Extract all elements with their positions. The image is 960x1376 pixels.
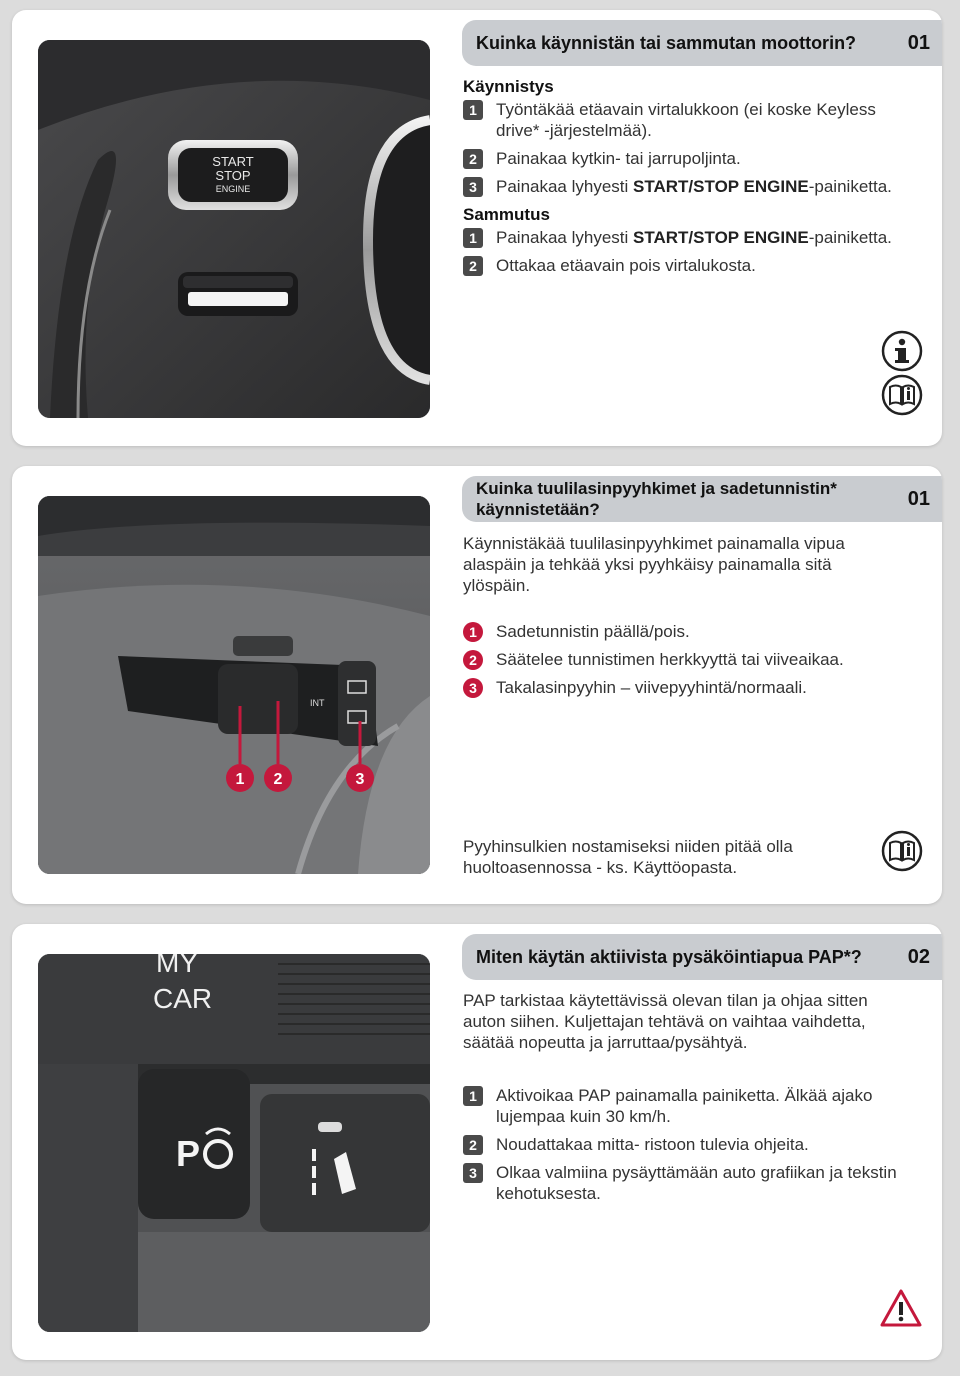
photo-start-stop-button (38, 40, 430, 418)
step-text: Aktivoikaa PAP painamalla painiketta. Älkää ajako lujempaa kuin 30 km/h. (496, 1086, 873, 1126)
intro-text: PAP tarkistaa käytettävissä olevan tilan ja ohjaa sitten auton siihen. Kuljettajan tehtävä on vaihtaa vaihdetta, säätää nopeutta ja jarruttaa/pysähtyä. (463, 991, 868, 1052)
step-item (463, 1134, 923, 1155)
step-badge: 1 (463, 228, 483, 248)
callout-number: 2 (273, 771, 283, 788)
step-badge: 2 (463, 256, 483, 276)
step-badge: 3 (463, 1163, 483, 1183)
section-content (463, 533, 923, 705)
step-text: Sadetunnistin päällä/pois. (496, 622, 690, 641)
section-header (462, 20, 942, 66)
manual-icon[interactable] (881, 830, 923, 877)
card-park-assist (12, 924, 942, 1360)
warning-icon[interactable] (879, 1288, 923, 1333)
intro-text: Käynnistäkää tuulilasinpyyhkimet painamalla vipua alaspäin ja tehkää yksi pyyhkäisy painamalla sitä ylöspäin. (463, 534, 845, 595)
section-content (463, 74, 923, 283)
car-label: CAR (153, 983, 213, 1014)
start-heading: Käynnistys (463, 77, 554, 96)
photo-wiper-stalk (38, 496, 430, 874)
step-text: Painakaa lyhyesti START/STOP ENGINE-painiketta. (496, 228, 892, 247)
step-item (463, 148, 923, 169)
step-item (463, 255, 923, 276)
stop-heading: Sammutus (463, 205, 550, 224)
section-title: Miten käytän aktiivista pysäköintiapua PAP*? (476, 946, 862, 967)
section-number: 02 (907, 945, 930, 968)
step-item (463, 621, 923, 642)
callout-number: 1 (235, 771, 245, 788)
step-badge: 2 (463, 149, 483, 169)
section-number: 01 (907, 487, 930, 510)
section-header (462, 476, 942, 522)
step-text: Painakaa lyhyesti START/STOP ENGINE-painiketta. (496, 177, 892, 196)
step-text: Työntäkää etäavain virtalukkoon (ei koske Keyless drive* -järjestelmää). (496, 100, 876, 140)
step-badge: 1 (463, 100, 483, 120)
int-label: INT (310, 698, 325, 708)
note-text: Pyyhinsulkien nostamiseksi niiden pitää olla huoltoasennossa - ks. Käyttöopasta. (463, 837, 793, 877)
section-header (462, 934, 942, 980)
step-badge: 1 (463, 1086, 483, 1106)
step-text: Säätelee tunnistimen herkkyyttä tai viiveaikaa. (496, 650, 844, 669)
engine-label: ENGINE (215, 184, 251, 194)
step-item (463, 176, 923, 197)
section-content (463, 990, 923, 1211)
pap-letter: P (176, 1133, 201, 1174)
step-badge: 3 (463, 177, 483, 197)
step-item (463, 1085, 923, 1127)
step-badge: 2 (463, 650, 483, 670)
my-label: MY (156, 954, 198, 978)
step-item (463, 227, 923, 248)
section-number: 01 (907, 31, 930, 54)
start-label: START (212, 154, 254, 169)
card-wipers (12, 466, 942, 904)
card-engine-start (12, 10, 942, 446)
manual-icon[interactable] (881, 374, 923, 421)
callout-number: 3 (355, 771, 365, 788)
step-text: Takalasinpyyhin – viivepyyhintä/normaali. (496, 678, 807, 697)
step-badge: 3 (463, 678, 483, 698)
step-text: Ottakaa etäavain pois virtalukosta. (496, 256, 756, 275)
step-item (463, 99, 923, 141)
section-title: Kuinka tuulilasinpyyhkimet ja sadetunnistin* käynnistetään? (476, 479, 837, 519)
info-icon[interactable] (881, 330, 923, 377)
step-badge: 1 (463, 622, 483, 642)
stop-label: STOP (215, 168, 251, 183)
step-text: Painakaa kytkin- tai jarrupoljinta. (496, 149, 741, 168)
step-badge: 2 (463, 1135, 483, 1155)
step-text: Noudattakaa mitta- ristoon tulevia ohjeita. (496, 1135, 809, 1154)
step-item (463, 649, 923, 670)
section-title: Kuinka käynnistän tai sammutan moottorin? (476, 32, 857, 53)
photo-pap-button (38, 954, 430, 1332)
step-item (463, 1162, 923, 1204)
step-text: Olkaa valmiina pysäyttämään auto grafiikan ja tekstin kehotuksesta. (496, 1163, 897, 1203)
step-item (463, 677, 923, 698)
